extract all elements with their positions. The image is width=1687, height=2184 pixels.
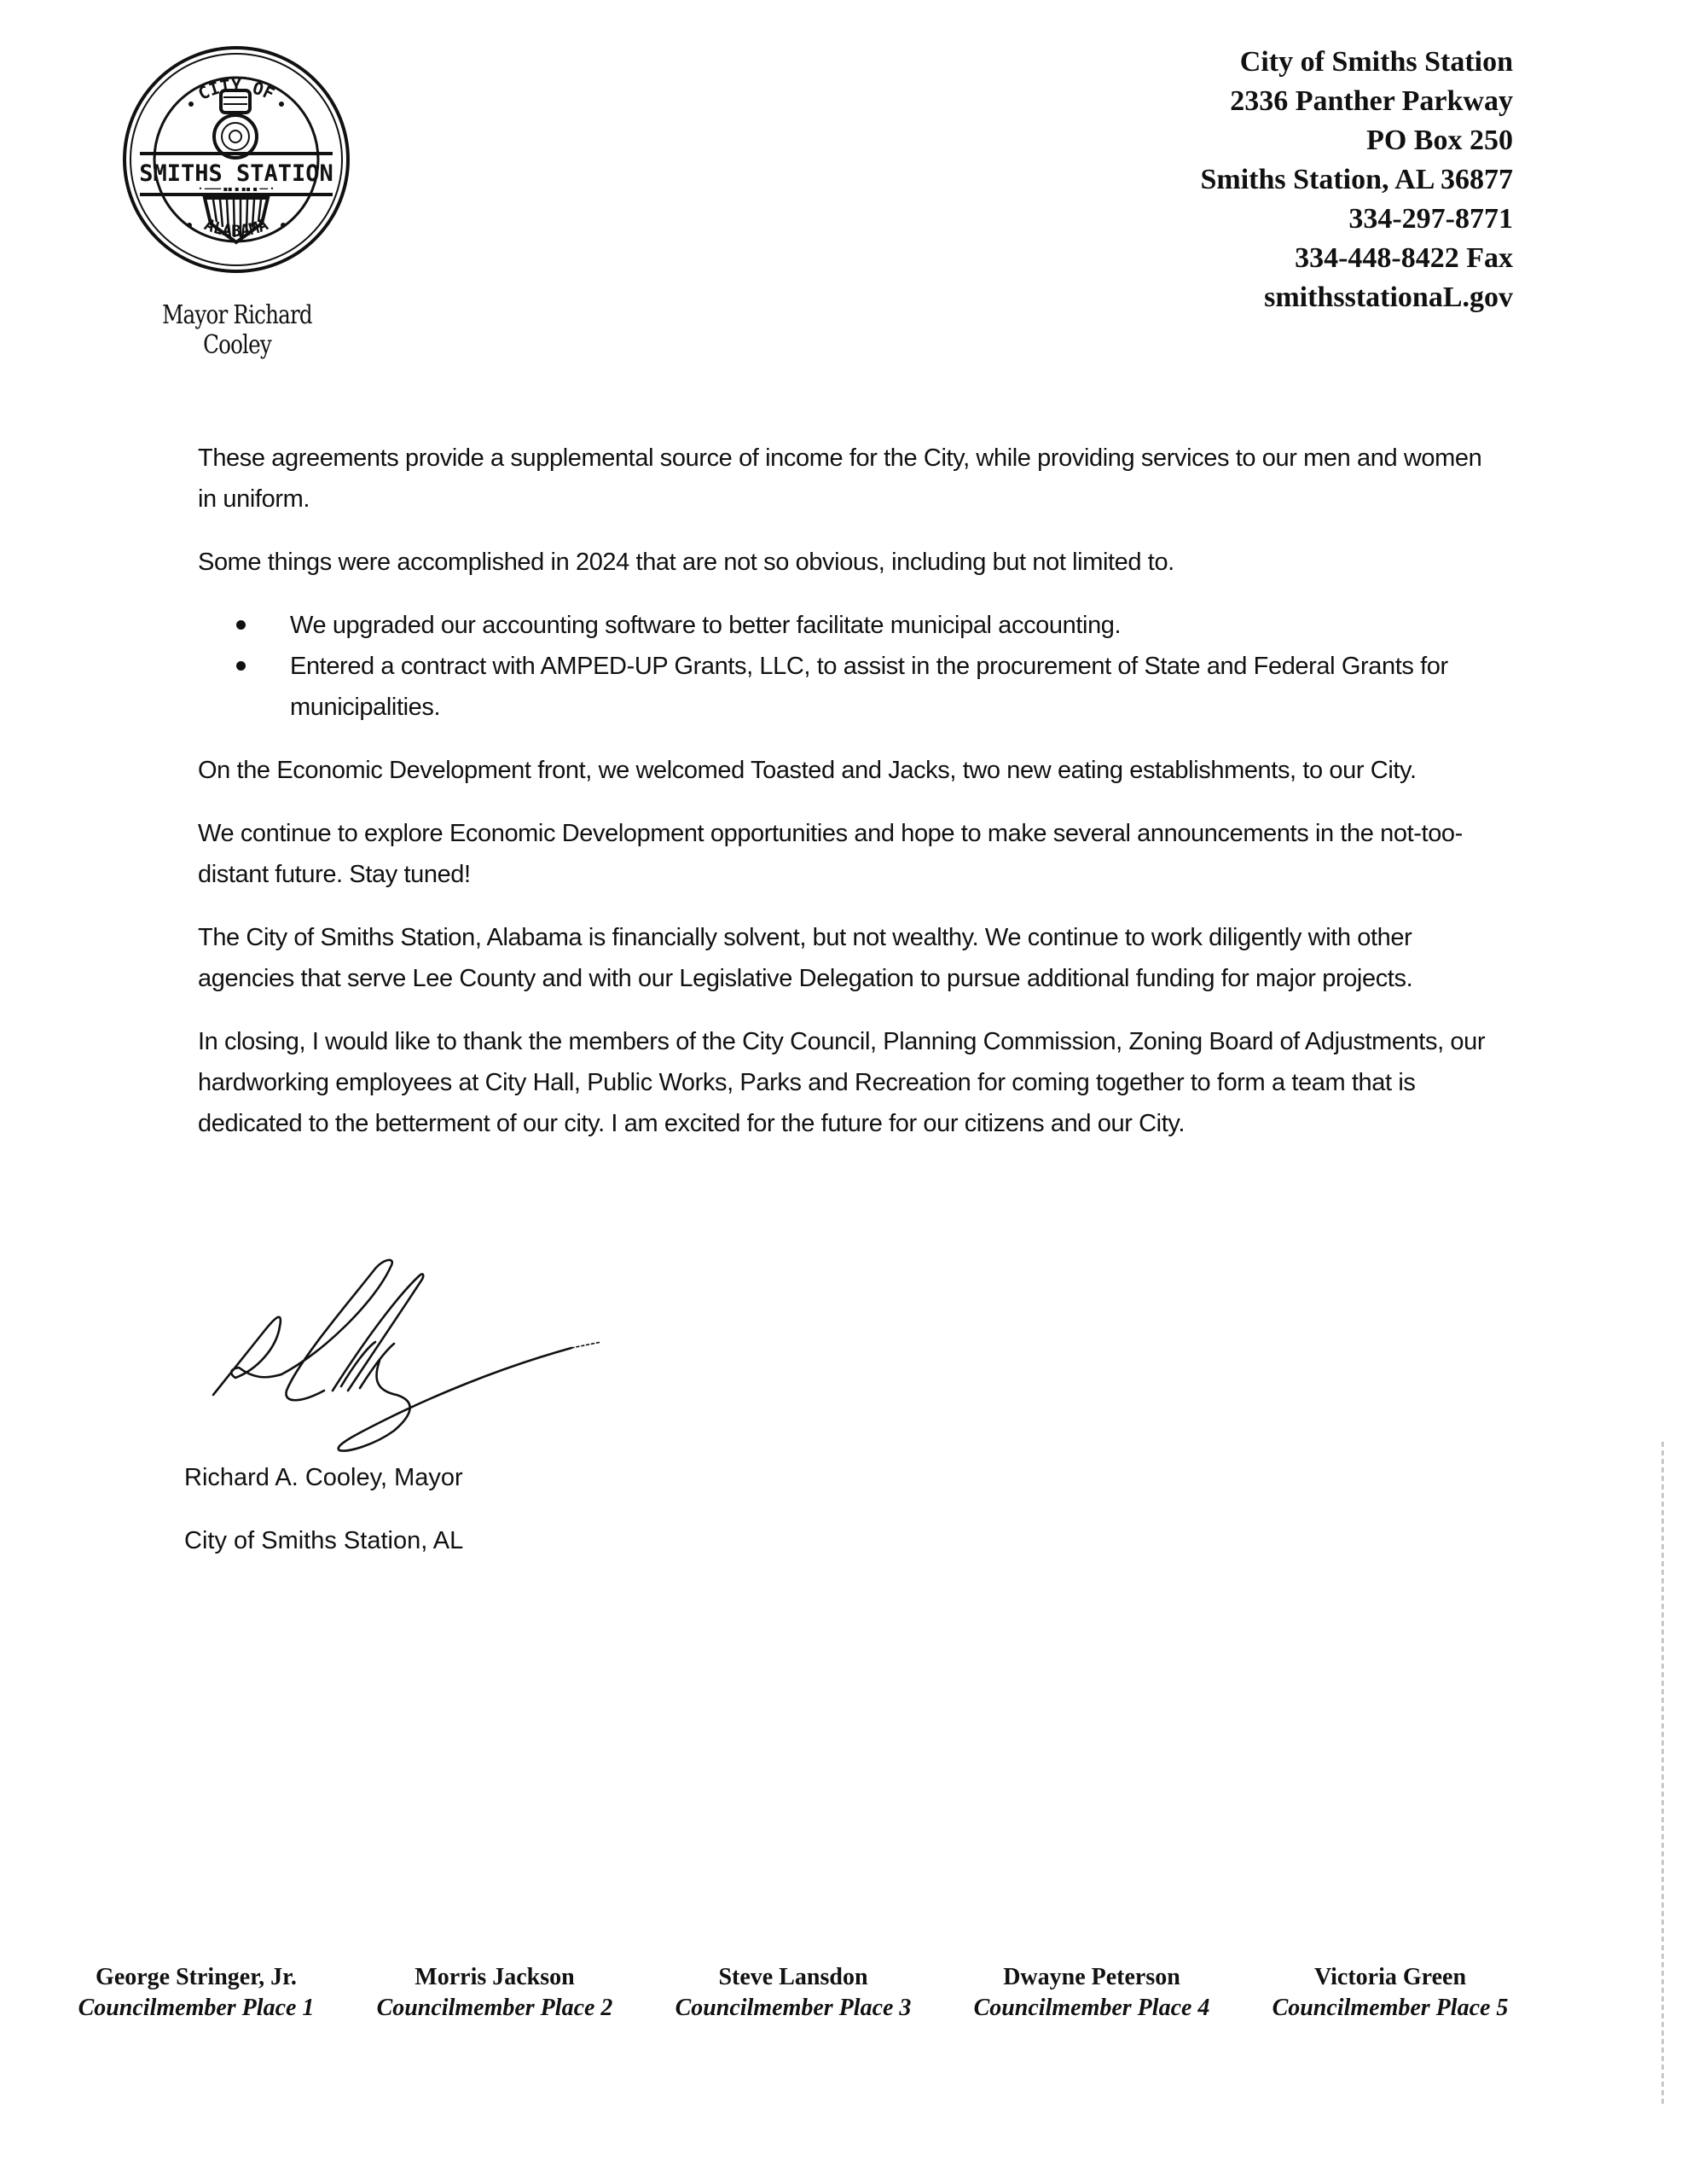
council-member	[947, 1962, 1237, 2024]
body-paragraph: These agreements provide a supplemental source of income for the City, while providing services to our men and women in uniform.	[198, 444, 1482, 513]
council-member	[350, 1962, 640, 2024]
council-member-title: Councilmember Place 3	[675, 1995, 912, 2021]
signer-city: City of Smiths Station, AL	[184, 1527, 464, 1554]
bullet-icon	[236, 661, 246, 671]
seal-top-text: CITY OF	[194, 74, 278, 105]
accomplishments-list	[198, 605, 1486, 728]
body-paragraph: In closing, I would like to thank the members of the City Council, Planning Commission, Zoning Board of Adjustments, our hardworking employees at City Hall, Public Works, Parks and Recreation for coming together to form a team that is dedicated to the betterment of our city. I am excited for the future for our citizens and our City.	[198, 1028, 1486, 1137]
council-member-title: Councilmember Place 4	[973, 1995, 1210, 2021]
council-member-name: Steve Lansdon	[718, 1964, 868, 1990]
address-phone: 334-297-8771	[1348, 203, 1513, 235]
body-paragraph: The City of Smiths Station, Alabama is financially solvent, but not wealthy. We continue to work diligently with other agencies that serve Lee County and with our Legislative Delegation to pursue additional funding for major projects.	[198, 924, 1413, 992]
body-paragraph: Some things were accomplished in 2024 that are not so obvious, including but not limited to.	[198, 549, 1174, 576]
address-city-name: City of Smiths Station	[1239, 46, 1513, 78]
council-member-name: Morris Jackson	[415, 1964, 575, 1990]
letter-body	[198, 438, 1486, 1166]
list-item	[198, 646, 1486, 728]
list-item-text: Entered a contract with AMPED-UP Grants, LLC, to assist in the procurement of State and Federal Grants for municipalities.	[290, 653, 1448, 721]
address-city-state-zip: Smiths Station, AL 36877	[1200, 164, 1513, 195]
council-member-title: Councilmember Place 2	[376, 1995, 613, 2021]
address-website: smithsstationaL.gov	[1264, 282, 1513, 313]
mayor-caption: Mayor Richard Cooley	[162, 300, 312, 360]
signer-name-title: Richard A. Cooley, Mayor	[184, 1464, 463, 1491]
bullet-icon	[236, 620, 246, 630]
scan-edge-artifact	[1661, 1442, 1664, 2107]
council-members-footer	[51, 1962, 1535, 2024]
council-member	[51, 1962, 341, 2024]
council-member-name: Victoria Green	[1313, 1964, 1467, 1990]
council-member	[648, 1962, 938, 2024]
council-member-name: George Stringer, Jr.	[96, 1964, 297, 1990]
handwritten-signature	[205, 1250, 614, 1459]
seal-bottom-text: ALABAMA	[201, 215, 271, 241]
locomotive-seal-icon	[121, 44, 351, 275]
address-po-box: PO Box 250	[1366, 125, 1513, 156]
council-member-title: Councilmember Place 5	[1272, 1995, 1509, 2021]
council-member-title: Councilmember Place 1	[78, 1995, 315, 2021]
body-paragraph: We continue to explore Economic Development opportunities and hope to make several announcements in the not-too-distant future. Stay tuned!	[198, 820, 1463, 888]
list-item	[198, 605, 1486, 646]
address-street: 2336 Panther Parkway	[1230, 85, 1513, 117]
list-item-text: We upgraded our accounting software to better facilitate municipal accounting.	[290, 612, 1122, 639]
council-member-name: Dwayne Peterson	[1003, 1964, 1180, 1990]
city-address-block	[1200, 43, 1513, 317]
city-seal-logo	[121, 44, 351, 275]
seal-center-text: SMITHS STATION	[139, 160, 333, 187]
address-fax: 334-448-8422 Fax	[1295, 242, 1513, 274]
body-paragraph: On the Economic Development front, we welcomed Toasted and Jacks, two new eating establishments, to our City.	[198, 757, 1417, 784]
council-member	[1245, 1962, 1535, 2024]
svg-text:• ━━━━ ▪▪ ▪ ▪▪ ▪ ━━ •: • ━━━━ ▪▪ ▪ ▪▪ ▪ ━━ •	[198, 185, 275, 193]
signature-block	[184, 1461, 463, 1558]
